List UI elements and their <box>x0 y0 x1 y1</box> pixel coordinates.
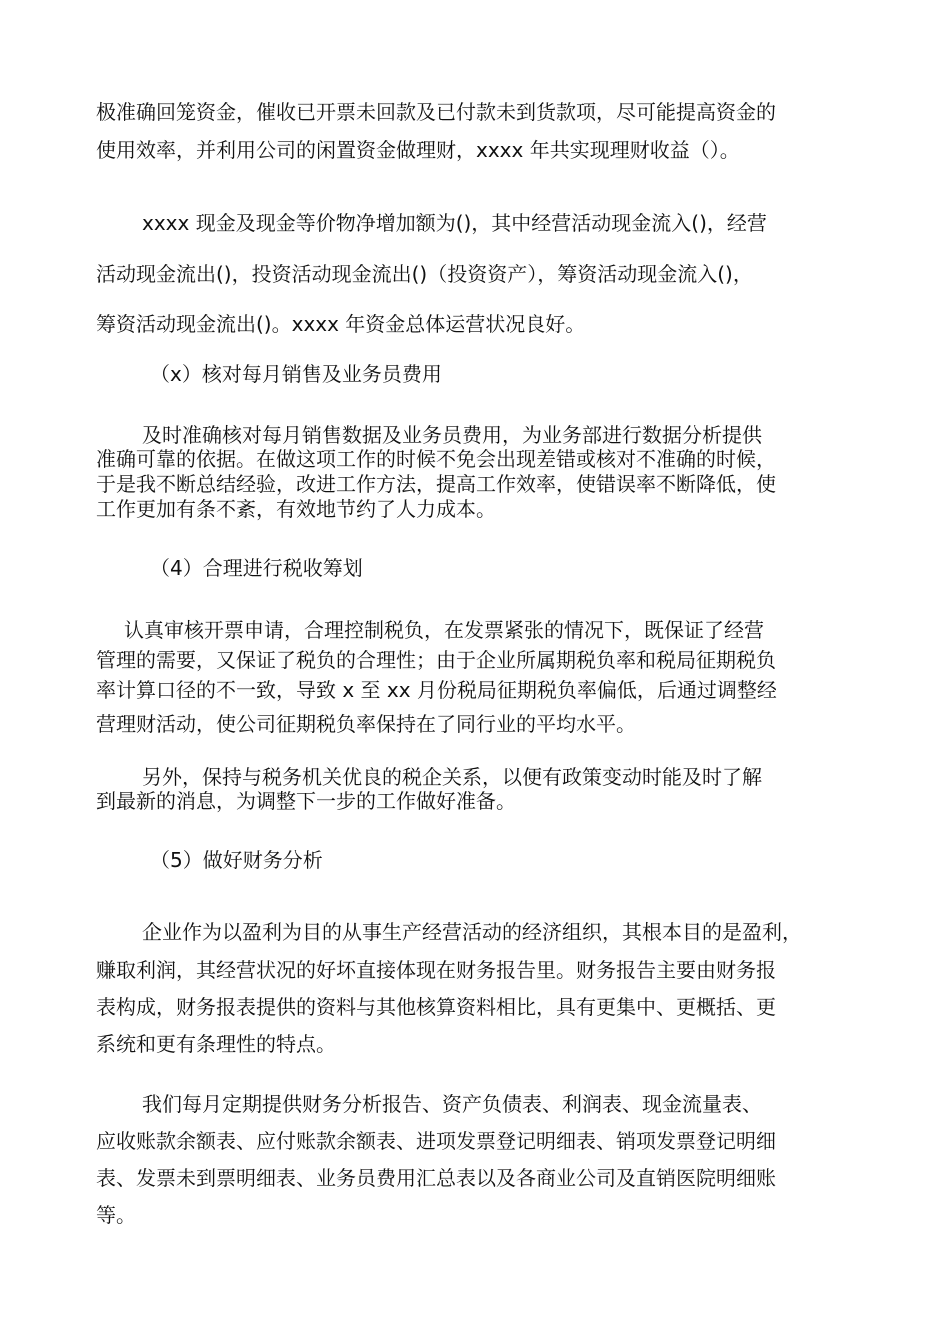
paragraph-line: 到最新的消息，为调整下一步的工作做好准备。 <box>96 789 516 813</box>
section-heading: （5）做好财务分析 <box>150 848 323 872</box>
paragraph-line: 应收账款余额表、应付账款余额表、进项发票登记明细表、销项发票登记明细 <box>96 1129 776 1153</box>
paragraph-line: 认真审核开票申请，合理控制税负，在发票紧张的情况下，既保证了经营 <box>124 618 764 642</box>
paragraph-line: 另外，保持与税务机关优良的税企关系，以便有政策变动时能及时了解 <box>142 765 762 789</box>
section-heading: （x）核对每月销售及业务员费用 <box>150 362 442 386</box>
paragraph-line: xxxx 现金及现金等价物净增加额为()，其中经营活动现金流入()，经营 <box>142 211 767 235</box>
paragraph-line: 表构成，财务报表提供的资料与其他核算资料相比，具有更集中、更概括、更 <box>96 995 776 1019</box>
paragraph-line: 营理财活动，使公司征期税负率保持在了同行业的平均水平。 <box>96 712 636 736</box>
paragraph-line: 及时准确核对每月销售数据及业务员费用，为业务部进行数据分析提供 <box>142 423 762 447</box>
paragraph-line: 系统和更有条理性的特点。 <box>96 1032 336 1056</box>
paragraph-line: 准确可靠的依据。在做这项工作的时候不免会出现差错或核对不准确的时候， <box>96 447 776 471</box>
paragraph-line: 活动现金流出()，投资活动现金流出()（投资资产），筹资活动现金流入()， <box>96 262 753 286</box>
paragraph-line: 表、发票未到票明细表、业务员费用汇总表以及各商业公司及直销医院明细账 <box>96 1166 776 1190</box>
paragraph-line: 企业作为以盈利为目的从事生产经营活动的经济组织，其根本目的是盈利， <box>142 920 802 944</box>
paragraph-line: 工作更加有条不紊，有效地节约了人力成本。 <box>96 497 496 521</box>
paragraph-line: 于是我不断总结经验，改进工作方法，提高工作效率，使错误率不断降低，使 <box>96 472 776 496</box>
paragraph-line: 筹资活动现金流出()。xxxx 年资金总体运营状况良好。 <box>96 312 586 336</box>
paragraph-line: 率计算口径的不一致，导致 x 至 xx 月份税局征期税负率偏低，后通过调整经 <box>96 678 777 702</box>
paragraph-line: 管理的需要，又保证了税负的合理性；由于企业所属期税负率和税局征期税负 <box>96 648 776 672</box>
paragraph-line: 我们每月定期提供财务分析报告、资产负债表、利润表、现金流量表、 <box>142 1092 762 1116</box>
section-heading: （4）合理进行税收筹划 <box>150 556 363 580</box>
paragraph-line: 等。 <box>96 1203 136 1227</box>
paragraph-line: 极准确回笼资金，催收已开票未回款及已付款未到货款项，尽可能提高资金的 <box>96 100 776 124</box>
paragraph-line: 使用效率，并利用公司的闲置资金做理财，xxxx 年共实现理财收益（）。 <box>96 138 740 162</box>
paragraph-line: 赚取利润，其经营状况的好坏直接体现在财务报告里。财务报告主要由财务报 <box>96 958 776 982</box>
